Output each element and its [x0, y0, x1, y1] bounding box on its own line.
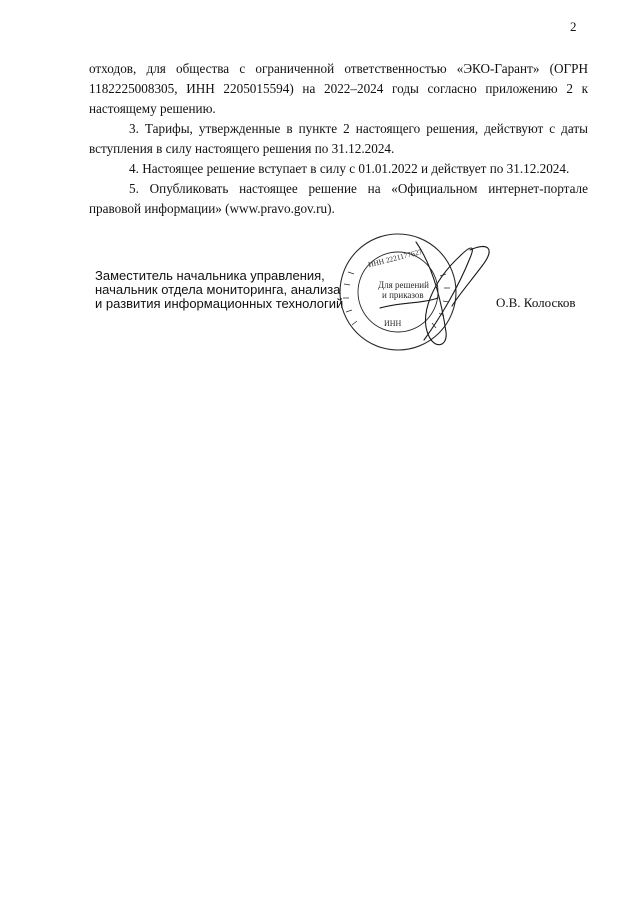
stamp-inn-text: ИНН 2221177627 — [367, 247, 424, 270]
paragraph-4: 4. Настоящее решение вступает в силу с 01.01.2022 и действует по 31.12.2024. — [129, 161, 570, 176]
signatory-name: О.В. Колосков — [496, 295, 576, 310]
signatory-title-line: и развития информационных технологий — [95, 296, 344, 311]
paragraph-continuation: отходов, для общества с ограниченной ответственностью «ЭКО-Гарант» (ОГРН 1182225008305, ИНН 2205015594) на 2022–2024 годы согласно приложению 2 к настоящему решению. — [89, 61, 588, 116]
stamp-center-line1: Для решений — [378, 280, 429, 290]
stamp-bottom-inn: ИНН — [384, 319, 402, 328]
document-body — [89, 59, 588, 219]
signatory-title — [95, 269, 343, 311]
signatory-title-line: начальник отдела мониторинга, анализа — [95, 282, 341, 297]
signatory-title-line: Заместитель начальника управления, — [95, 268, 325, 283]
paragraph-3: 3. Тарифы, утвержденные в пункте 2 настоящего решения, действуют с даты вступления в силу настоящего решения по 31.12.2024. — [89, 121, 588, 156]
official-stamp-and-signature — [320, 222, 520, 362]
stamp-center-line2: и приказов — [382, 290, 424, 300]
paragraph-5: 5. Опубликовать настоящее решение на «Официальном интернет-портале правовой информации» (www.pravo.gov.ru). — [89, 181, 588, 216]
page-number: 2 — [570, 19, 577, 34]
